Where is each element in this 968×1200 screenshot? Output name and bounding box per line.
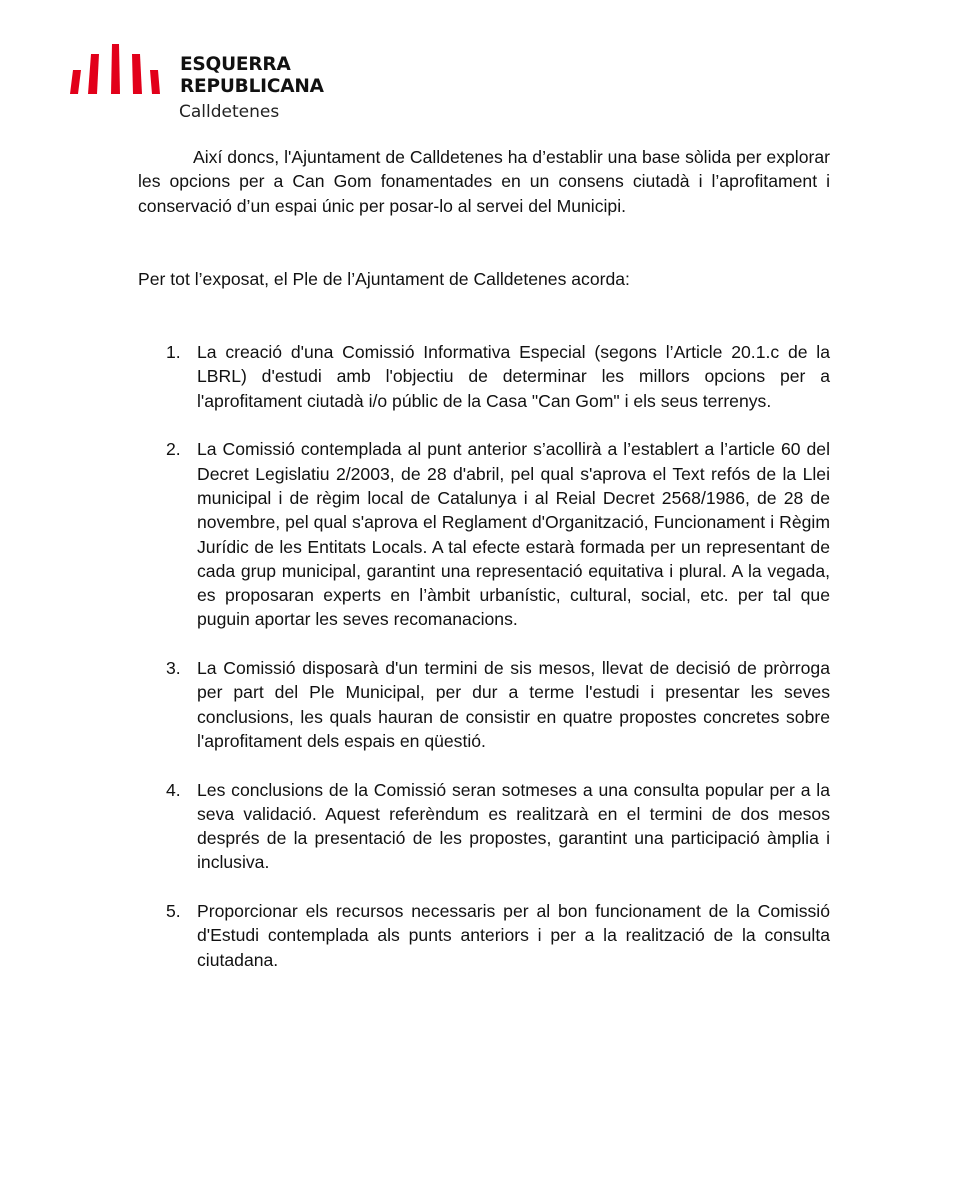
resolution-point-2 xyxy=(138,437,830,631)
point-number: 2. xyxy=(166,439,181,460)
point-text: La Comissió disposarà d'un termini de sis mesos, llevat de decisió de pròrroga per part del Ple Municipal, per dur a terme l'estudi i presentar les seves conclusions, les quals hauran de consistir en quatre propostes concretes sobre l'aprofitament dels espais en qüestió. xyxy=(197,658,830,751)
party-name xyxy=(180,54,324,98)
point-number: 5. xyxy=(166,901,181,922)
resolution-intro: Per tot l’exposat, el Ple de l’Ajuntament de Calldetenes acorda: xyxy=(138,268,630,289)
logo-bar-1 xyxy=(70,70,81,94)
logo-bar-3 xyxy=(111,44,120,94)
point-number: 4. xyxy=(166,779,181,800)
document-body xyxy=(138,145,830,996)
logo-bar-5 xyxy=(150,70,160,94)
point-text: La Comissió contemplada al punt anterior s’acollirà a l’establert a l’article 60 del Decret Legislatiu 2/2003, de 28 d'abril, pel qual s'aprova el Text refós de la Llei municipal i de règim local de Catalunya i al Reial Decret 2568/1986, de 28 de novembre, pel qual s'aprova el Reglament d'Organització, Funcionament i Règim Jurídic de les Entitats Locals. A tal efecte estarà formada per un representant de cada grup municipal, garantint una representació equitativa i plural. A la vegada, es proposaran experts en l’àmbit urbanístic, cultural, social, etc. per tal que puguin aportar les seves recomanacions. xyxy=(197,439,830,630)
resolution-point-1 xyxy=(138,340,830,413)
logo-bars-icon xyxy=(70,44,162,98)
logo-bar-2 xyxy=(88,54,99,94)
point-text: Proporcionar els recursos necessaris per al bon funcionament de la Comissió d'Estudi contemplada als punts anteriors i per a la realització de la consulta ciutadana. xyxy=(197,901,830,970)
point-text: Les conclusions de la Comissió seran sotmeses a una consulta popular per a la seva validació. Aquest referèndum es realitzarà en el termini de dos mesos després de la presentació de les propostes, garantint una participació àmplia i inclusiva. xyxy=(197,779,830,873)
resolution-point-3 xyxy=(138,656,830,753)
party-locality: Calldetenes xyxy=(179,102,280,122)
resolution-point-5 xyxy=(138,899,830,972)
party-logo xyxy=(70,44,370,124)
point-text: La creació d'una Comissió Informativa Especial (segons l’Article 20.1.c de la LBRL) d'estudi amb l'objectiu de determinar les millors opcions per a l'aprofitament ciutadà i/o públic de la Casa "Can Gom" i els seus terrenys. xyxy=(197,342,830,411)
intro-paragraph: Així doncs, l'Ajuntament de Calldetenes ha d’establir una base sòlida per explorar les opcions per a Can Gom fonamentades en un consens ciutadà i l’aprofitament i conservació d’un espai únic per posar-lo al servei del Municipi. xyxy=(138,147,830,216)
party-name-line2: REPUBLICANA xyxy=(180,76,324,97)
resolution-points xyxy=(138,340,830,972)
resolution-point-4 xyxy=(138,778,830,875)
logo-bar-4 xyxy=(132,54,142,94)
point-number: 1. xyxy=(166,342,181,363)
party-name-line1: ESQUERRA xyxy=(180,54,291,75)
point-number: 3. xyxy=(166,658,181,679)
